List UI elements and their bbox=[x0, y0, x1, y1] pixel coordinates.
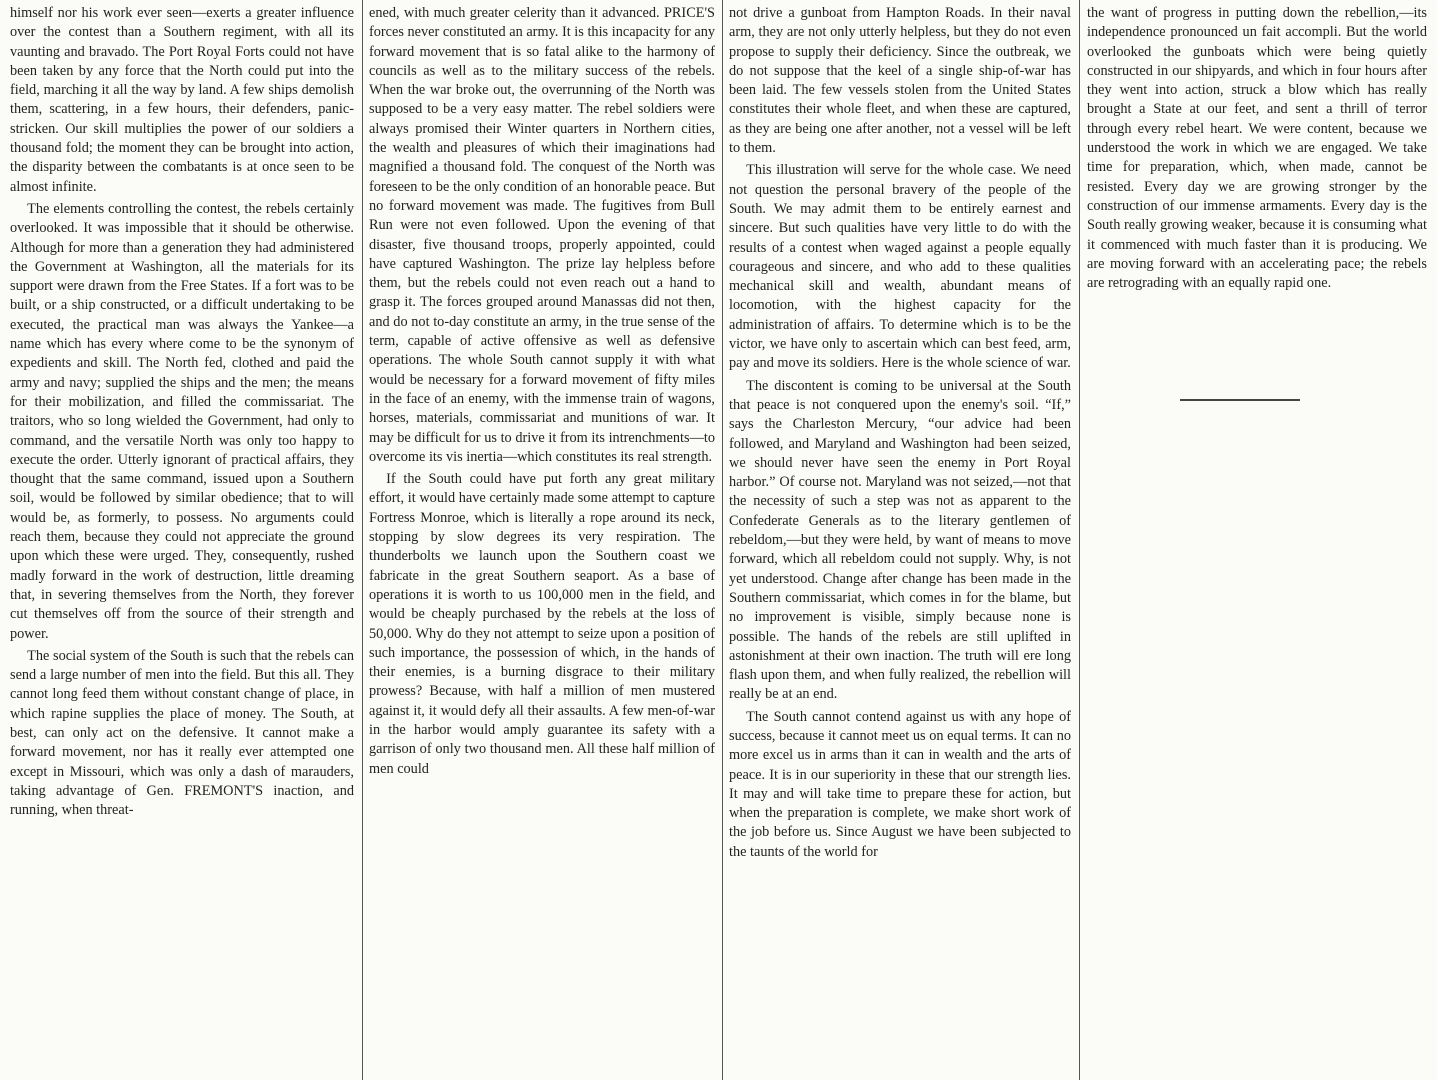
paragraph: The social system of the South is such that the rebels can send a large number of men into the field. But this all. They cannot long feed them without constant change of place, in which rapine supplies the place of money. The South, at best, can only act on the defensive. It cannot make a forward movement, nor has it really ever attempted one except in Missouri, which was only a dash of marauders, taking advantage of Gen. FREMONT'S inaction, and running, when threat- bbox=[10, 647, 354, 819]
article-column-2 bbox=[369, 4, 715, 1080]
article-column-1 bbox=[10, 4, 354, 1080]
paragraph: If the South could have put forth any great military effort, it would have certainly made some attempt to capture Fortress Monroe, which is literally a rope around its neck, stopping by slow degrees its very respiration. The thunderbolts we launch upon the Southern coast we fabricate in the great Southern seaport. As a base of operations it is worth to us 100,000 men in the field, and would be cheaply purchased by the rebels at the loss of 50,000. Why do they not attempt to seize upon a position of such importance, the possession of which, in the hands of their enemies, is a burning disgrace to their military prowess? Because, with half a million of men mustered against it, it would defy all their assaults. A few men-of-war in the harbor would amply guarantee its safety with a garrison of only two thousand men. All these half million of men could bbox=[369, 471, 715, 777]
column-rule bbox=[362, 0, 363, 1080]
column-rule bbox=[722, 0, 723, 1080]
paragraph: ened, with much greater celerity than it advanced. PRICE'S forces never constituted an army. It is this incapacity for any forward movement that is so fatal alike to the harmony of councils as well as to the military success of the rebels. When the war broke out, the overrunning of the North was supposed to be a very easy matter. The rebel soldiers were always promised their Winter quarters in Northern cities, the wealth and pleasures of which their imaginations had magnified a thousand fold. The conquest of the North was foreseen to be the only condition of an honorable peace. But no forward movement was made. The fugitives from Bull Run were not even followed. Upon the evening of that disaster, five thousand troops, properly appointed, could have captured Washington. The prize lay helpless before them, but the rebels could not even reach out a hand to grasp it. The forces grouped around Manassas did not then, and do not to-day constitute an army, in the true sense of the term, capable of active offensive as well as defensive operations. The whole South cannot supply it with what would be necessary for a forward movement of fifty miles in the face of an enemy, with the immense train of wagons, horses, materials, commissariat and munitions of war. It may be difficult for us to drive it from its intrenchments—to overcome its vis inertia—which constitutes its real strength. bbox=[369, 5, 715, 465]
article-column-3 bbox=[729, 4, 1071, 1080]
article-end-rule bbox=[1180, 399, 1300, 401]
paragraph: not drive a gunboat from Hampton Roads. In their naval arm, they are not only utterly helpless, but they do not even propose to supply their deficiency. Since the outbreak, we do not suppose that the keel of a single ship-of-war has been laid. The few vessels stolen from the United States constitutes their whole fleet, and when these are captured, as they are being one after another, not a vessel will be left to them. bbox=[729, 5, 1071, 157]
paragraph: The South cannot contend against us with any hope of success, because it cannot meet us on equal terms. It can no more excel us in arms than it can in wealth and the arts of peace. It is in our superiority in these that our strength lies. It may and will take time to prepare these for action, but when the preparation is complete, we make short work of the job before us. Since August we have been subjected to the taunts of the world for bbox=[729, 708, 1071, 860]
paragraph: himself nor his work ever seen—exerts a greater influence over the contest than a Southern regiment, with all its vaunting and bravado. The Port Royal Forts could not have been taken by any force that the North could put into the field, marching it all the way by land. A few ships demolish them, scattering, in a few hours, their defenders, panic-stricken. Our skill multiplies the power of our soldiers a thousand fold; the moment they can be brought into action, the disparity between the combatants is at once seen to be almost infinite. bbox=[10, 5, 354, 195]
article-column-4 bbox=[1087, 4, 1427, 399]
paragraph: This illustration will serve for the whole case. We need not question the personal bravery of the people of the South. We may admit them to be entirely earnest and sincere. But such qualities have very little to do with the results of a contest when waged against a people equally courageous and sincere, and who add to these qualities mechanical skill and wealth, abundant means of locomotion, with the highest capacity for the administration of affairs. To determine which is to be the victor, we have only to ascertain which can best feed, arm, pay and move its soldiers. Here is the whole science of war. bbox=[729, 162, 1071, 372]
paragraph: the want of progress in putting down the rebellion,—its independence pronounced un fait accompli. But the world overlooked the gunboats which were being quietly constructed in our shipyards, and which in four hours after they went into action, struck a blow which has really brought a State at our feet, and sent a thrill of terror through every rebel heart. We were content, because we understood the work in which we are engaged. We take time for preparation, which, when made, cannot be resisted. Every day we are growing stronger by the construction of our immense armaments. Every day is the South really growing weaker, because it is consuming what it commenced with much faster than it is producing. We are moving forward with an accelerating pace; the rebels are retrograding with an equally rapid one. bbox=[1087, 5, 1427, 292]
paragraph: The discontent is coming to be universal at the South that peace is not conquered upon the enemy's soil. “If,” says the Charleston Mercury, “our advice had been followed, and Maryland and Washington had been seized, we should never have seen the enemy in Port Royal harbor.” Of course not. Maryland was not seized,—not that the necessity of such a step was not as apparent to the Confederate Generals as to the literary gentlemen of rebeldom,—but they were held, by want of means to move forward, which all rebeldom could not supply. Why, is not yet understood. Change after change has been made in the Southern commissariat, which comes in for the blame, but no improvement is visible, simply because none is possible. The hands of the rebels are still uplifted in astonishment at their own inaction. The truth will ere long flash upon them, and when fully realized, the rebellion will really be at an end. bbox=[729, 377, 1071, 703]
paragraph: The elements controlling the contest, the rebels certainly overlooked. It was impossible that it should be otherwise. Although for more than a generation they had administered the Government at Washington, all the materials for its support were drawn from the Free States. If a fort was to be built, or a ship constructed, or a difficult undertaking to be executed, the practical man was always the Yankee—a name which has every where come to be the synonym of expedients and skill. The North fed, clothed and paid the army and navy; supplied the ships and the men; the means for their mobilization, and filled the commissariat. The traitors, who so long wielded the Government, had only to command, and the versatile North was only too happy to execute the order. Utterly ignorant of practical affairs, they thought that the same command, issued upon a Southern soil, would be followed by similar obedience; that to will would be, as formerly, to possess. No arguments could reach them, because they could not appreciate the ground upon which these were urged. They, consequently, rushed madly forward in the work of destruction, little dreaming that, in severing themselves from the North, they forever cut themselves off from the source of their strength and power. bbox=[10, 200, 354, 642]
column-rule bbox=[1079, 0, 1080, 1080]
